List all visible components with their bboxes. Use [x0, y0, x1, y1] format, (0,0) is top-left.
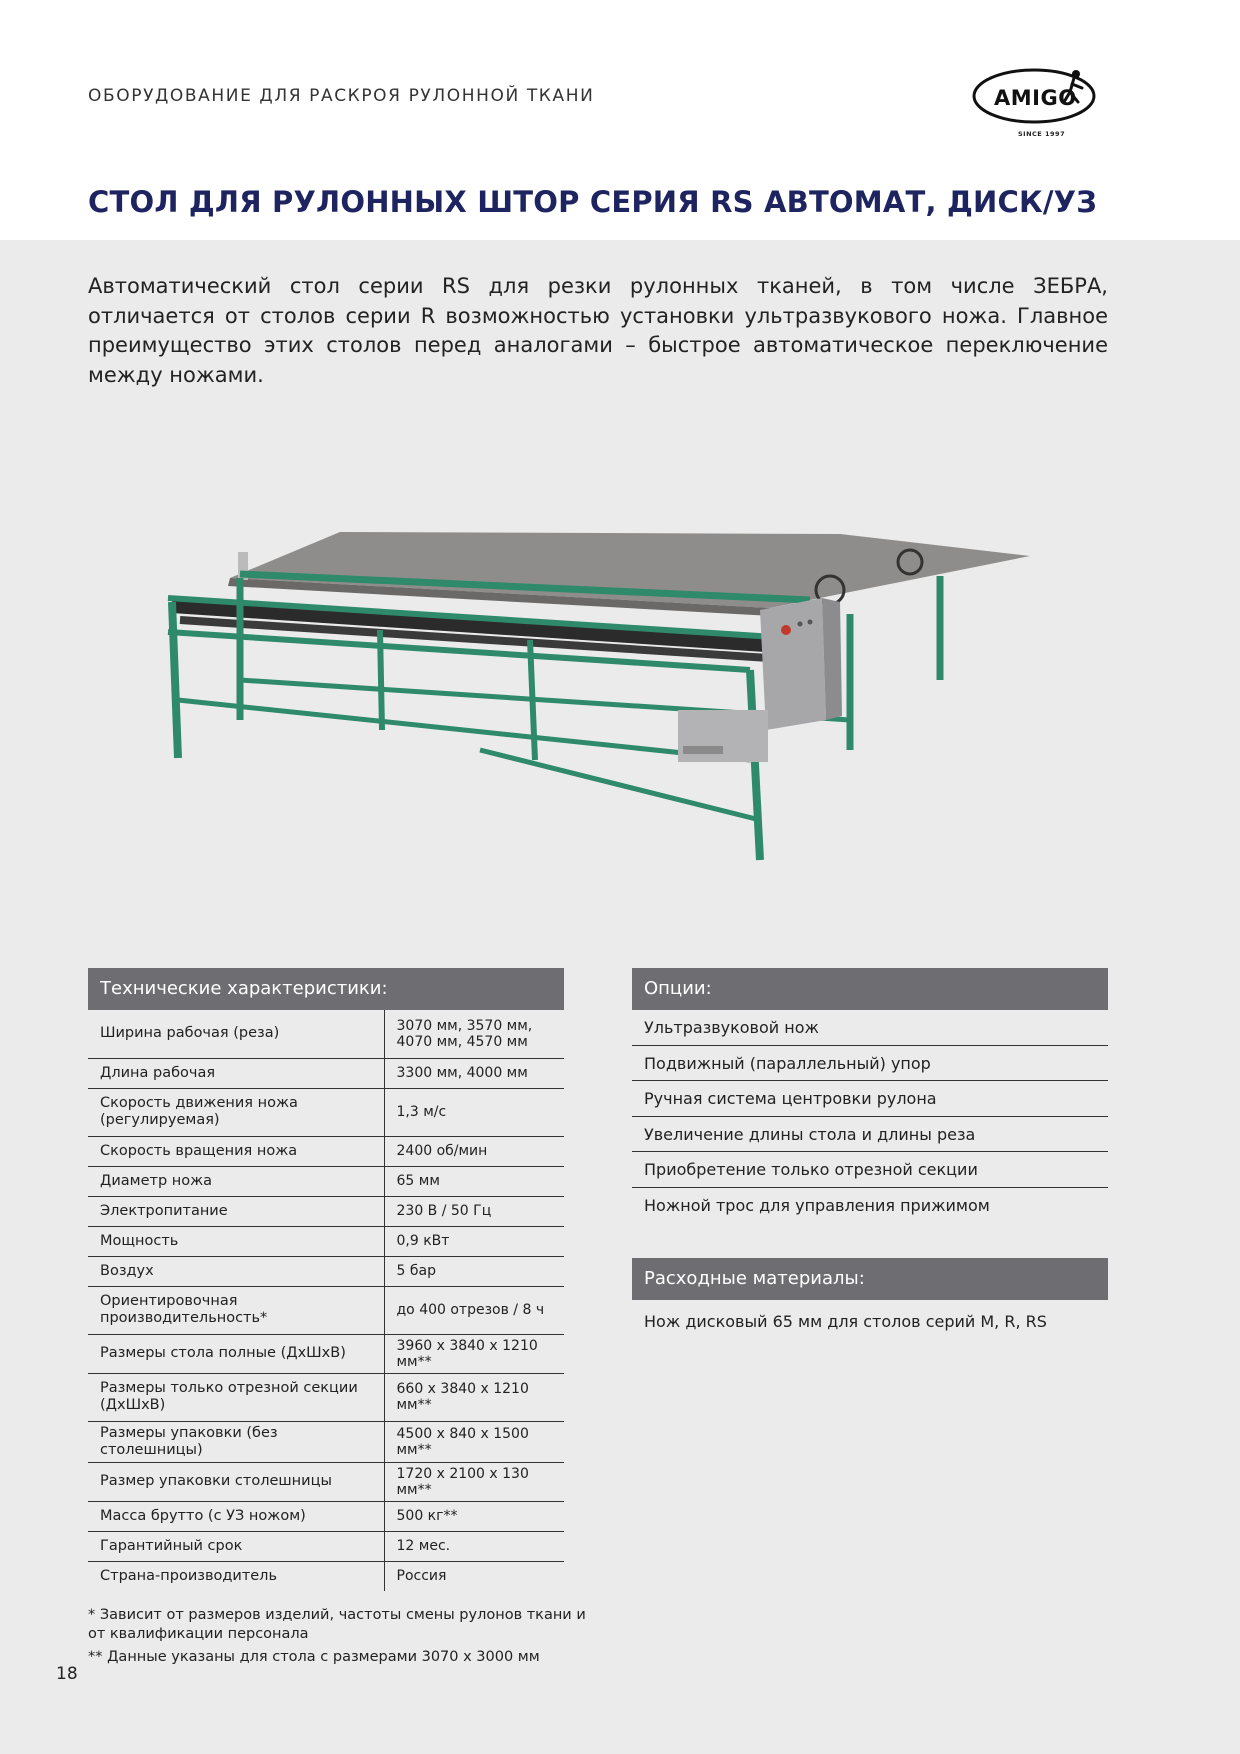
- category-label: ОБОРУДОВАНИЕ ДЛЯ РАСКРОЯ РУЛОННОЙ ТКАНИ: [88, 86, 595, 106]
- spec-label: Мощность: [88, 1226, 384, 1256]
- spec-row: [88, 1334, 564, 1373]
- spec-row: [88, 1010, 564, 1058]
- spec-value: 3070 мм, 3570 мм, 4070 мм, 4570 мм: [384, 1010, 564, 1058]
- specs-heading: Технические характеристики:: [88, 968, 564, 1010]
- cutting-table-image: [150, 520, 1040, 900]
- spec-label: Ориентировочная производительность*: [88, 1286, 384, 1334]
- spec-row: [88, 1226, 564, 1256]
- spec-row: [88, 1196, 564, 1226]
- logo-text: AMIGO: [994, 86, 1077, 110]
- spec-value: 2400 об/мин: [384, 1136, 564, 1166]
- consumable-item: Нож дисковый 65 мм для столов серий M, R, RS: [644, 1312, 1047, 1331]
- footnote-2: ** Данные указаны для стола с размерами 3070 х 3000 мм: [88, 1649, 540, 1665]
- spec-value: 5 бар: [384, 1256, 564, 1286]
- spec-value: 3960 х 3840 х 1210 мм**: [384, 1334, 564, 1373]
- page-title: СТОЛ ДЛЯ РУЛОННЫХ ШТОР СЕРИЯ RS АВТОМАТ, ДИСК/УЗ: [88, 185, 1098, 219]
- option-item: Подвижный (параллельный) упор: [632, 1046, 1108, 1082]
- specs-section: [88, 968, 564, 1591]
- spec-value: 660 х 3840 х 1210 мм**: [384, 1373, 564, 1421]
- spec-label: Страна-производитель: [88, 1561, 384, 1591]
- spec-value: Россия: [396, 1568, 447, 1585]
- spec-row: [88, 1166, 564, 1196]
- options-section: [632, 968, 1108, 1223]
- spec-label: Воздух: [88, 1256, 384, 1286]
- spec-row: [88, 1421, 564, 1462]
- option-item: Приобретение только отрезной секции: [632, 1152, 1108, 1188]
- spec-value: 65 мм: [384, 1166, 564, 1196]
- option-item: Ножной трос для управления прижимом: [644, 1195, 990, 1215]
- spec-label: Размеры стола полные (ДхШхВ): [88, 1334, 384, 1373]
- amigo-logo: [968, 62, 1110, 140]
- option-item: Ручная система центровки рулона: [632, 1081, 1108, 1117]
- spec-label: Размер упаковки столешницы: [88, 1462, 384, 1501]
- spec-label: Масса брутто (с УЗ ножом): [88, 1501, 384, 1531]
- footnote-1: * Зависит от размеров изделий, частоты смены рулонов ткани и от квалификации персонала: [88, 1607, 586, 1642]
- spec-label: Гарантийный срок: [88, 1531, 384, 1561]
- spec-label: Ширина рабочая (реза): [88, 1010, 384, 1058]
- spec-value: 4500 х 840 х 1500 мм**: [384, 1421, 564, 1462]
- logo-since: SINCE 1997: [1018, 130, 1066, 138]
- options-heading: Опции:: [632, 968, 1108, 1010]
- spec-row: [88, 1462, 564, 1501]
- specs-table: [88, 1010, 564, 1591]
- spec-row: [88, 1373, 564, 1421]
- page-number: 18: [56, 1664, 78, 1684]
- spec-value: 1720 х 2100 х 130 мм**: [384, 1462, 564, 1501]
- spec-label: Размеры только отрезной секции (ДхШхВ): [88, 1373, 384, 1421]
- option-item: Ультразвуковой нож: [632, 1010, 1108, 1046]
- spec-row: [88, 1501, 564, 1531]
- spec-label: Электропитание: [88, 1196, 384, 1226]
- spec-value: 230 В / 50 Гц: [384, 1196, 564, 1226]
- spec-value: 500 кг**: [384, 1501, 564, 1531]
- spec-row: [88, 1531, 564, 1561]
- footnotes: [88, 1606, 588, 1667]
- spec-row: [88, 1561, 564, 1591]
- spec-value: 0,9 кВт: [384, 1226, 564, 1256]
- spec-label: Диаметр ножа: [88, 1166, 384, 1196]
- spec-value: 3300 мм, 4000 мм: [384, 1058, 564, 1088]
- spec-value: до 400 отрезов / 8 ч: [384, 1286, 564, 1334]
- spec-label: Длина рабочая: [88, 1058, 384, 1088]
- spec-row: [88, 1088, 564, 1136]
- spec-value: 1,3 м/с: [384, 1088, 564, 1136]
- consumables-section: [632, 1258, 1108, 1331]
- spec-row: [88, 1286, 564, 1334]
- intro-paragraph: Автоматический стол серии RS для резки рулонных тканей, в том числе ЗЕБРА, отличается от столов серии R возможностью установки ультразвукового ножа. Главное преимущество этих столов перед аналогами – быстрое автоматическое переключение между ножами.: [88, 274, 1108, 387]
- spec-label: Скорость движения ножа (регулируемая): [88, 1088, 384, 1136]
- spec-row: [88, 1256, 564, 1286]
- consumables-heading: Расходные материалы:: [632, 1258, 1108, 1300]
- spec-row: [88, 1058, 564, 1088]
- spec-label: Скорость вращения ножа: [88, 1136, 384, 1166]
- option-item: Увеличение длины стола и длины реза: [632, 1117, 1108, 1153]
- spec-row: [88, 1136, 564, 1166]
- spec-label: Размеры упаковки (без столешницы): [88, 1421, 384, 1462]
- spec-value: 12 мес.: [384, 1531, 564, 1561]
